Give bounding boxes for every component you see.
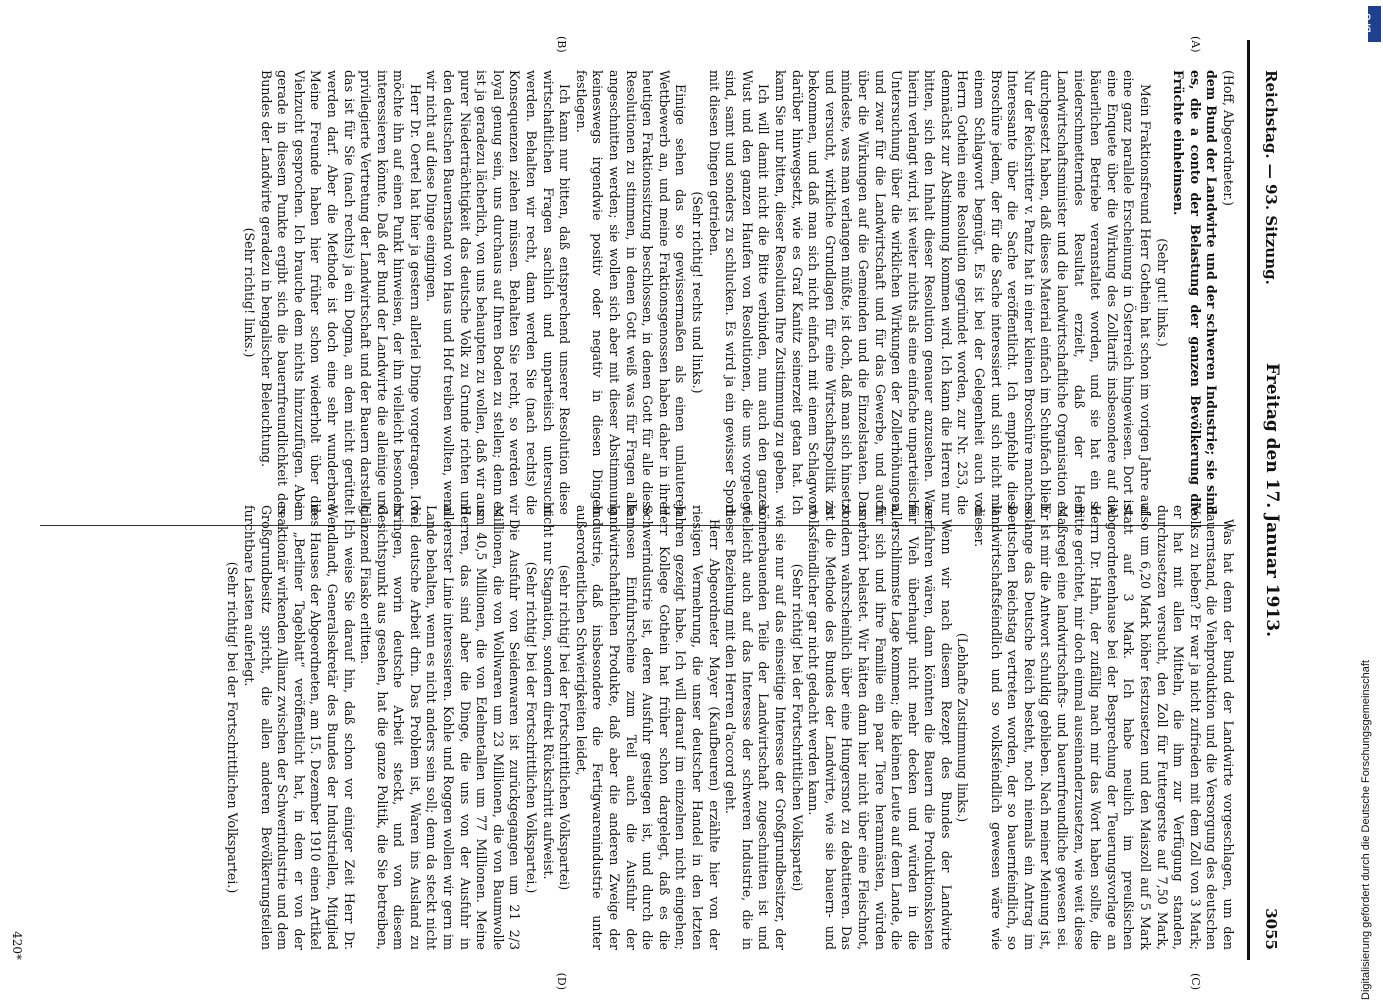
paragraph: Herr Dr. Oertel hat hier ja gestern allerlei Dinge vorgetragen. Ich möchte ihn auf einen Punkt hinweisen, der ihn vielleicht besonders interessieren könnte. Daß der Bund der Landwirte die alleinige und privilegierte Vertretung der Landwirtschaft und der Bauern darstellt, das ist für Sie (nach rechts) ja ein Dogma, an dem nicht gerüttelt werden darf. Aber die Methode ist doch eine sehr wunderbare. Meine Freunde haben hier früher schon wiederholt über die Viehzucht gesprochen. Ich brauche dem nichts hinzuzufügen. Aber gerade in diesem Punkte ergibt sich die bauernfreundlichkeit des Bundes der Landwirte geradezu in bengalischer Beleuchtung. [258,70,423,515]
signature-mark: 420* [10,931,24,960]
digitization-credit [1356,0,1382,1000]
interjection: (Sehr richtig! bei der Fortschrittlichen Volkspartei) [789,563,805,892]
paragraph: wie sie nur auf das einseitige Interesse der Großgrundbesitzer, der körnerbauenden Teile der Landwirtschaft zugeschnitten ist und vielleicht auch auf das Interesse der schweren Industrie, die in dieser Beziehung mit den Herren d'accord geht. [723,505,788,950]
left-column [40,70,1236,515]
interjection: (Sehr richtig! bei der Fortschrittlichen Volkspartei.) [225,561,241,894]
credit-text: Digitalisierung gefördert durch die Deutsche Forschungsgemeinschaft [1360,660,1372,1000]
paragraph: nicht nur Stagnation, sondern direkt Rückschritt aufweist. [540,505,556,880]
interjection: (Lebhafte Zustimmung links.) [955,632,971,823]
header-date: Freitag den 17. Januar 1913. [1262,362,1282,638]
margin-marker-d: (D) [555,972,568,990]
paragraph: Ich kann nur bitten, daß entsprechend unserer Resolution diese wirtschaftlichen Fragen sachlich und unparteiisch untersucht werden. Behalten wir recht, dann werden Sie (nach rechts) die Konsequenzen ziehen müssen. Behalten Sie recht, so werden wir loyal genug sein, uns durchaus auf Ihren Boden zu stellen; denn es ist ja geradezu lächerlich, von uns behaupten zu wollen, daß wir aus purer Niederträchtigkeit das deutsche Volk zu Grunde richten und den deutschen Bauernstand von Haus und Hof treiben wollten, wenn wir nicht auf diese Dinge eingingen. [424,70,573,515]
dfg-logo [1362,6,1381,42]
interjection: (sehr richtig! bei der Fortschrittlichen Volkspartei) [557,564,573,891]
paragraph: Mein Fraktionsfreund Herr Gothein hat schon im vorigen Jahre auf eine ganz parallele Erscheinung in Österreich hingewiesen. Dort ist eine Enquete über die Wirkung des Zolltarifs insbesondere auf die bäuerlichen Betriebe veranstaltet worden, und sie hat ein so niederschmetterndes Resultat erzielt, daß der Herr Landwirtschaftsminister und die landwirtschaftliche Organisation es durchgesetzt haben, daß dieses Material einfach im Schubfach blieb. Nur der Reichsritter v. Pantz hat in einer kleinen Broschüre manches Interessante über die Sache veröffentlicht. Ich empfehle diese Broschüre jedem, der für die Sache interessiert und sich nicht mit einem Schlagwort begnügt. Es ist bei der Gelegenheit auch von Herrn Gothein eine Resolution gegründet worden, zur Nr. 253, die demnächst zur Abstimmung kommen wird. Ich kann die Herren nur bitten, sich den Inhalt dieser Resolution genauer anzusehen. Was hierin verlangt wird, ist weiter nichts als eine einfache unparteiische Untersuchung über die wirklichen Wirkungen der Zollerhöhungen, und zwar für die Landwirtschaft und für das Gewerbe, und auch über die Wirkungen auf die Gemeinden und die Einzelstaaten. Das mindeste, was man verlangen müßte, ist doch, daß man sich hinsetzt und versucht, wirkliche Grundlagen für eine Wirtschaftspolitik zu bekommen, und daß man sich nicht einfach mit einem Schlagwort darüber hinwegsetzt, wie es Graf Kanitz seinerzeit getan hat. Ich kann Sie nur bitten, dieser Resolution Ihre Zustimmung zu geben. [772,70,1154,515]
paragraph: Die Ausfuhr von Seidenwaren ist zurückgegangen um 21 2/3 Millionen, die von Wollwaren um 23 Millionen, die von Baumwolle um 40,5 Millionen, die von Edelmetallen um 77 Millionen. Meine Herren, das sind aber die Dinge, die uns von der Ausfuhr in allererster Linie interessieren. Kohle und Roggen wollen wir gern im Lande behalten, wenn es nicht anders sein soll; denn da steckt nicht viel deutsche Arbeit drin. Das Problem ist, Waren ins Ausland zu bringen, worin deutsche Arbeit steckt, und von diesem Gesichtspunkt aus gesehen, hat die ganze Politik, die Sie betreiben, glänzend Fiasko erlitten. [358,505,523,950]
margin-marker-a: (A) [1189,36,1202,53]
margin-marker-b: (B) [555,36,568,53]
paragraph: Ich will damit nicht die Bitte verbinden, nun auch den ganzen Wust und den ganzen Haufen von Resolutionen, die uns vorgelegt sind, samt und sonders zu schlucken. Es wird ja ein gewisser Sport mit diesen Dingen getrieben. [706,70,772,515]
dfg-logo-text: DFG [1362,13,1373,33]
interjection: (Sehr richtig! bei der Fortschrittlichen Volkspartei.) [524,561,540,894]
header-rule [1247,40,1250,960]
page-header [1252,40,1282,960]
paragraph: dem Bund der Landwirte und der schweren Industrie; sie sind es, die a conto der Belastung der ganzen Bevölkerung die Früchte einheimsen. [1171,70,1220,515]
interjection: (Sehr richtig! links.) [241,227,257,358]
interjection: (Sehr gut! links.) [1154,238,1170,347]
paragraph: Ich weise Sie darauf hin, daß schon vor einiger Zeit Herr Dr. Wendlandt, Generalsekretär des Bundes der Industriellen, Mitglied des Hauses der Abgeordneten, am 15. Dezember 1910 einen Artikel im „Berliner Tageblatt“ veröffentlicht hat, in dem er von der reaktionär wirkenden Allianz zwischen der Schwerindustrie und dem Großgrundbesitz spricht, die allen anderen Bevölkerungsteilen furchtbare Lasten auferlegt. [241,505,357,950]
interjection: (Sehr richtig! rechts und links.) [690,191,705,394]
header-left: Reichstag. — 93. Sitzung. [1262,70,1280,285]
paragraph: (Hoff, Abgeordneter.) [1221,70,1236,206]
paragraph: Herr Abgeordneter Mayer (Kaufbeuren) erzählte hier von der riesigen Vermehrung, die unser deutscher Handel in den letzten Jahren gezeigt habe. Ich will darauf im einzelnen nicht eingehen; Herr Kollege Gothein hat früher schon dargelegt, daß es die Schwerindustrie ist, deren Ausfuhr gestiegen ist, und durch die famosen Einfuhrscheine zum Teil auch die Ausfuhr der landwirtschaftlichen Produkte, daß aber die anderen Zweige der Industrie, daß insbesondere die Fertigwarenindustrie unter außerordentlichen Schwierigkeiten leidet, [573,505,722,950]
margin-marker-c: (C) [1189,973,1202,990]
right-column [40,505,1236,950]
paragraph: Was hat denn der Bund der Landwirte vorgeschlagen, um den Bauernstand, die Viehproduktion und die Versorgung des deutschen Volks zu heben? Er war ja nicht zufrieden mit dem Zoll von 3 Mark; er hat mit allen Mitteln, die ihm zur Verfügung standen, durchzusetzen versucht, den Zoll für Futtergerste auf 7,50 Mark, also um 6,20 Mark höher festzusetzen und den Maiszoll auf 5 Mark statt auf 3 Mark. Ich habe neulich im preußischen Abgeordnetenhause bei der Besprechung der Teuerungsvorlage an Herrn Dr. Hahn, der zufällig nach mir das Wort haben sollte, die Bitte gerichtet, mir doch einmal auseinanderzusetzen, wie weit diese Maßregel eine landwirtschafts- und bauernfreundliche gewesen sei. Er ist mir die Antwort schuldig geblieben. Nach meiner Meinung ist, solange das Deutsche Reich besteht, noch niemals ein Antrag im Deutschen Reichstag vertreten worden, der so bauernfeindlich, so landwirtschaftsfeindlich und so volksfeindlich gewesen wäre wie dieser. [972,505,1236,950]
paragraph: Wenn wir nach diesem Rezept des Bundes der Landwirte verfahren wären, dann könnten die Bauern die Produktionskosten für Vieh überhaupt nicht mehr decken und würden in die allerschlimmste Lage kommen; die kleinen Leute auf dem Lande, die für sich und ihre Familie ein paar Tiere heranmästen, würden unerhört belastet. Wir hätten dann hier nicht über eine Fleischnot, sondern wahrscheinlich über eine Hungersnot zu debattieren. Das ist die Methode des Bundes der Landwirte, wie sie bauern- und volksfeindlicher gar nicht gedacht werden kann. [806,505,954,950]
paragraph: Einige sehen das so gewissermaßen als einen unlauteren Wettbewerb an, und meine Fraktionsgenossen haben daher in ihrer heutigen Fraktionssitzung beschlossen, in denen Gott für alle diese Resolutionen zu stimmen, in denen Gott weiß was für Fragen alle angeschnitten werden; sie wollen sich aber mit dieser Abstimmung keineswegs irgendwie positiv oder negativ in diesen Dingen festlegen. [573,70,689,515]
page-number: 3055 [1262,908,1280,950]
text-columns [40,36,1236,990]
